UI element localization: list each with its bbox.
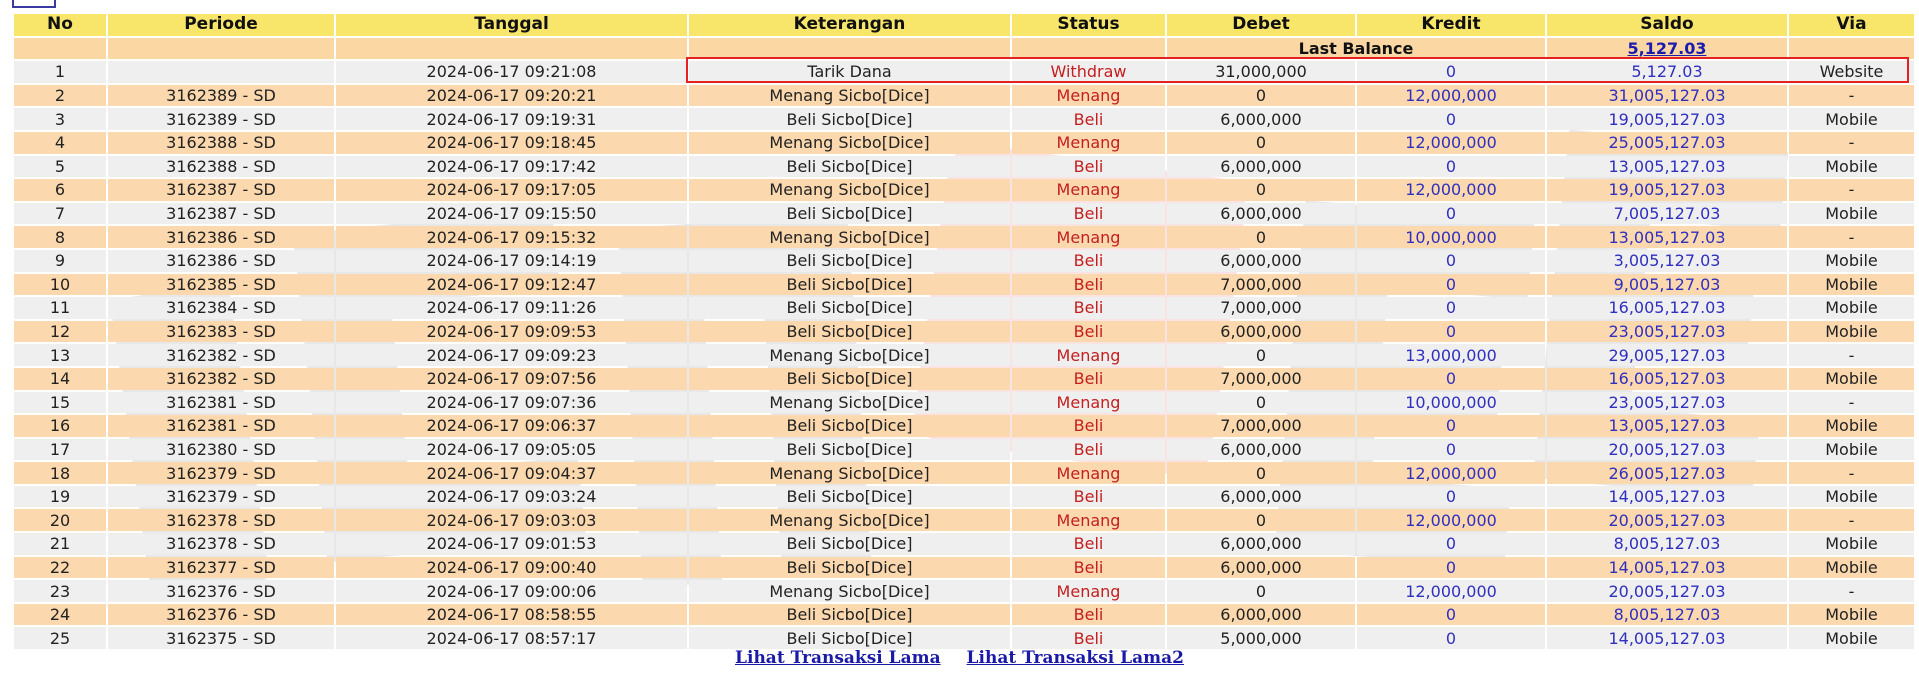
cell-periode: 3162379 - SD	[108, 462, 334, 484]
keterangan-link[interactable]: Menang Sicbo[Dice]	[769, 86, 930, 106]
cell-status: Beli	[1012, 533, 1165, 555]
cell-tanggal: 2024-06-17 09:12:47	[336, 274, 687, 296]
keterangan-link[interactable]: Beli Sicbo[Dice]	[786, 156, 913, 176]
keterangan-link[interactable]: Menang Sicbo[Dice]	[769, 510, 930, 530]
cell-saldo: 13,005,127.03	[1547, 226, 1787, 248]
cell-keterangan	[689, 439, 1010, 461]
cell-no: 23	[14, 580, 106, 602]
cell-no: 19	[14, 486, 106, 508]
cell-debet: 0	[1167, 179, 1355, 201]
keterangan-link[interactable]: Beli Sicbo[Dice]	[786, 369, 913, 389]
cell-no: 7	[14, 203, 106, 225]
cell-status: Beli	[1012, 274, 1165, 296]
cell-no: 14	[14, 368, 106, 390]
cell-via: -	[1789, 344, 1914, 366]
cell-no: 4	[14, 132, 106, 154]
cell-kredit: 12,000,000	[1357, 85, 1545, 107]
keterangan-link[interactable]: Beli Sicbo[Dice]	[786, 274, 913, 294]
cell-tanggal: 2024-06-17 09:09:53	[336, 321, 687, 343]
cell-keterangan	[689, 226, 1010, 248]
cell-keterangan	[689, 321, 1010, 343]
keterangan-link[interactable]: Menang Sicbo[Dice]	[769, 463, 930, 483]
cell-no: 25	[14, 627, 106, 649]
cell-status: Beli	[1012, 486, 1165, 508]
cell-status: Beli	[1012, 604, 1165, 626]
table-row	[14, 627, 1914, 649]
cell-kredit: 12,000,000	[1357, 179, 1545, 201]
cell-periode: 3162386 - SD	[108, 250, 334, 272]
col-header-tanggal: Tanggal	[336, 14, 687, 36]
cell-no: 15	[14, 392, 106, 414]
cell-status: Beli	[1012, 203, 1165, 225]
cell-kredit: 10,000,000	[1357, 392, 1545, 414]
last-balance-value: 5,127.03	[1547, 38, 1787, 60]
table-row	[14, 486, 1914, 508]
cell-saldo: 31,005,127.03	[1547, 85, 1787, 107]
cell-no: 8	[14, 226, 106, 248]
table-row	[14, 604, 1914, 626]
cell-kredit: 0	[1357, 203, 1545, 225]
cell-tanggal: 2024-06-17 09:15:32	[336, 226, 687, 248]
cell-status: Withdraw	[1012, 61, 1165, 83]
cell-periode: 3162376 - SD	[108, 580, 334, 602]
keterangan-link[interactable]: Beli Sicbo[Dice]	[786, 605, 913, 625]
cell-status: Menang	[1012, 392, 1165, 414]
cell-periode: 3162385 - SD	[108, 274, 334, 296]
cell-kredit: 0	[1357, 557, 1545, 579]
keterangan-link[interactable]: Menang Sicbo[Dice]	[769, 581, 930, 601]
cell-tanggal: 2024-06-17 09:19:31	[336, 108, 687, 130]
cell-keterangan	[689, 415, 1010, 437]
cell-tanggal: 2024-06-17 08:57:17	[336, 627, 687, 649]
table-row	[14, 132, 1914, 154]
cell-keterangan	[689, 462, 1010, 484]
cell-status: Menang	[1012, 580, 1165, 602]
footer-links	[0, 648, 1919, 668]
cell-no: 2	[14, 85, 106, 107]
cell-no: 24	[14, 604, 106, 626]
cell-via: Mobile	[1789, 297, 1914, 319]
cell-debet: 0	[1167, 132, 1355, 154]
cell-periode: 3162382 - SD	[108, 368, 334, 390]
keterangan-link[interactable]: Menang Sicbo[Dice]	[769, 345, 930, 365]
table-row	[14, 85, 1914, 107]
cell-saldo: 8,005,127.03	[1547, 604, 1787, 626]
cell-saldo: 25,005,127.03	[1547, 132, 1787, 154]
cell-keterangan: Tarik Dana	[689, 61, 1010, 83]
cell-keterangan	[689, 132, 1010, 154]
cell-saldo: 26,005,127.03	[1547, 462, 1787, 484]
cell-saldo: 14,005,127.03	[1547, 627, 1787, 649]
cell-no: 20	[14, 509, 106, 531]
cell-periode	[108, 61, 334, 83]
cell-saldo: 9,005,127.03	[1547, 274, 1787, 296]
cell-saldo: 14,005,127.03	[1547, 557, 1787, 579]
keterangan-link[interactable]: Menang Sicbo[Dice]	[769, 180, 930, 200]
cell-status: Menang	[1012, 132, 1165, 154]
cell-via: Mobile	[1789, 108, 1914, 130]
cell-keterangan	[689, 250, 1010, 272]
cell-kredit: 0	[1357, 61, 1545, 83]
cell-debet: 7,000,000	[1167, 274, 1355, 296]
cell-status: Menang	[1012, 226, 1165, 248]
keterangan-link[interactable]: Beli Sicbo[Dice]	[786, 487, 913, 507]
cell-saldo: 19,005,127.03	[1547, 179, 1787, 201]
cell-debet: 0	[1167, 509, 1355, 531]
table-row	[14, 557, 1914, 579]
cell-saldo: 7,005,127.03	[1547, 203, 1787, 225]
cell-saldo: 13,005,127.03	[1547, 415, 1787, 437]
cell-status: Beli	[1012, 439, 1165, 461]
cell-status: Menang	[1012, 344, 1165, 366]
cell-tanggal: 2024-06-17 09:05:05	[336, 439, 687, 461]
envelope-icon[interactable]	[12, 0, 56, 8]
cell-saldo: 13,005,127.03	[1547, 156, 1787, 178]
cell-tanggal: 2024-06-17 09:09:23	[336, 344, 687, 366]
cell-debet: 6,000,000	[1167, 557, 1355, 579]
cell-status: Menang	[1012, 85, 1165, 107]
cell-via: -	[1789, 392, 1914, 414]
cell-kredit: 12,000,000	[1357, 580, 1545, 602]
cell-saldo: 3,005,127.03	[1547, 250, 1787, 272]
col-header-status: Status	[1012, 14, 1165, 36]
cell-periode: 3162389 - SD	[108, 85, 334, 107]
cell-debet: 6,000,000	[1167, 250, 1355, 272]
keterangan-link[interactable]: Menang Sicbo[Dice]	[769, 133, 930, 153]
cell-debet: 0	[1167, 392, 1355, 414]
cell-via: Mobile	[1789, 486, 1914, 508]
cell-via: Mobile	[1789, 439, 1914, 461]
cell-periode: 3162376 - SD	[108, 604, 334, 626]
table-row	[14, 344, 1914, 366]
cell-status: Menang	[1012, 509, 1165, 531]
cell-periode: 3162380 - SD	[108, 439, 334, 461]
cell-status: Beli	[1012, 156, 1165, 178]
cell-saldo: 23,005,127.03	[1547, 392, 1787, 414]
keterangan-link[interactable]: Beli Sicbo[Dice]	[786, 298, 913, 318]
cell-tanggal: 2024-06-17 08:58:55	[336, 604, 687, 626]
cell-tanggal: 2024-06-17 09:14:19	[336, 250, 687, 272]
cell-tanggal: 2024-06-17 09:17:42	[336, 156, 687, 178]
cell-periode: 3162387 - SD	[108, 203, 334, 225]
cell-via: Mobile	[1789, 203, 1914, 225]
cell-periode: 3162378 - SD	[108, 533, 334, 555]
keterangan-link[interactable]: Beli Sicbo[Dice]	[786, 322, 913, 342]
col-header-debet: Debet	[1167, 14, 1355, 36]
cell-via: -	[1789, 462, 1914, 484]
cell-no: 11	[14, 297, 106, 319]
cell-saldo: 16,005,127.03	[1547, 368, 1787, 390]
cell-debet: 7,000,000	[1167, 415, 1355, 437]
cell-tanggal: 2024-06-17 09:21:08	[336, 61, 687, 83]
col-header-kredit: Kredit	[1357, 14, 1545, 36]
cell-keterangan	[689, 486, 1010, 508]
cell-periode: 3162383 - SD	[108, 321, 334, 343]
cell-no: 6	[14, 179, 106, 201]
table-row	[14, 439, 1914, 461]
cell-keterangan	[689, 533, 1010, 555]
cell-saldo: 5,127.03	[1547, 61, 1787, 83]
cell-via: -	[1789, 85, 1914, 107]
cell-saldo: 20,005,127.03	[1547, 580, 1787, 602]
cell-no: 18	[14, 462, 106, 484]
cell-kredit: 0	[1357, 533, 1545, 555]
cell-via: Mobile	[1789, 250, 1914, 272]
cell-keterangan	[689, 156, 1010, 178]
table-row	[14, 321, 1914, 343]
cell-keterangan	[689, 344, 1010, 366]
cell-via: Mobile	[1789, 557, 1914, 579]
cell-tanggal: 2024-06-17 09:17:05	[336, 179, 687, 201]
cell-debet: 31,000,000	[1167, 61, 1355, 83]
cell-no: 10	[14, 274, 106, 296]
table-header	[14, 14, 1914, 36]
cell-kredit: 0	[1357, 604, 1545, 626]
cell-keterangan	[689, 274, 1010, 296]
cell-via: Mobile	[1789, 533, 1914, 555]
cell-debet: 6,000,000	[1167, 203, 1355, 225]
cell-tanggal: 2024-06-17 09:11:26	[336, 297, 687, 319]
cell-keterangan	[689, 297, 1010, 319]
cell-status: Beli	[1012, 297, 1165, 319]
transaction-table	[12, 12, 1916, 651]
older-transactions-link[interactable]: Lihat Transaksi Lama	[735, 648, 941, 668]
cell-kredit: 10,000,000	[1357, 226, 1545, 248]
keterangan-link[interactable]: Beli Sicbo[Dice]	[786, 557, 913, 577]
cell-no: 9	[14, 250, 106, 272]
cell-via: Mobile	[1789, 156, 1914, 178]
cell-kredit: 0	[1357, 297, 1545, 319]
cell-tanggal: 2024-06-17 09:01:53	[336, 533, 687, 555]
cell-keterangan	[689, 604, 1010, 626]
table-row	[14, 274, 1914, 296]
cell-debet: 0	[1167, 462, 1355, 484]
cell-tanggal: 2024-06-17 09:03:03	[336, 509, 687, 531]
cell-keterangan	[689, 557, 1010, 579]
cell-kredit: 12,000,000	[1357, 509, 1545, 531]
cell-saldo: 20,005,127.03	[1547, 509, 1787, 531]
cell-keterangan	[689, 392, 1010, 414]
cell-keterangan	[689, 627, 1010, 649]
cell-kredit: 12,000,000	[1357, 462, 1545, 484]
cell-tanggal: 2024-06-17 09:00:06	[336, 580, 687, 602]
cell-saldo: 20,005,127.03	[1547, 439, 1787, 461]
keterangan-link[interactable]: Beli Sicbo[Dice]	[786, 204, 913, 224]
cell-keterangan	[689, 580, 1010, 602]
keterangan-link[interactable]: Beli Sicbo[Dice]	[786, 439, 913, 459]
cell-keterangan	[689, 203, 1010, 225]
cell-periode: 3162381 - SD	[108, 415, 334, 437]
cell-periode: 3162384 - SD	[108, 297, 334, 319]
last-balance-row	[14, 38, 1914, 60]
keterangan-link[interactable]: Beli Sicbo[Dice]	[786, 251, 913, 271]
cell-periode: 3162381 - SD	[108, 392, 334, 414]
table-row	[14, 179, 1914, 201]
keterangan-link[interactable]: Beli Sicbo[Dice]	[786, 416, 913, 436]
cell-kredit: 0	[1357, 439, 1545, 461]
cell-debet: 6,000,000	[1167, 108, 1355, 130]
cell-debet: 6,000,000	[1167, 321, 1355, 343]
cell-debet: 7,000,000	[1167, 368, 1355, 390]
cell-keterangan	[689, 108, 1010, 130]
cell-debet: 6,000,000	[1167, 533, 1355, 555]
cell-saldo: 23,005,127.03	[1547, 321, 1787, 343]
last-balance-label: Last Balance	[1167, 38, 1545, 60]
cell-via: -	[1789, 509, 1914, 531]
table-row	[14, 250, 1914, 272]
cell-periode: 3162378 - SD	[108, 509, 334, 531]
col-header-saldo: Saldo	[1547, 14, 1787, 36]
cell-status: Beli	[1012, 108, 1165, 130]
cell-via: Mobile	[1789, 604, 1914, 626]
cell-periode: 3162388 - SD	[108, 132, 334, 154]
cell-debet: 0	[1167, 226, 1355, 248]
cell-saldo: 29,005,127.03	[1547, 344, 1787, 366]
table-row	[14, 297, 1914, 319]
cell-status: Beli	[1012, 627, 1165, 649]
keterangan-link[interactable]: Menang Sicbo[Dice]	[769, 392, 930, 412]
cell-saldo: 16,005,127.03	[1547, 297, 1787, 319]
cell-keterangan	[689, 179, 1010, 201]
cell-kredit: 0	[1357, 486, 1545, 508]
cell-periode: 3162377 - SD	[108, 557, 334, 579]
cell-via: Website	[1789, 61, 1914, 83]
cell-no: 16	[14, 415, 106, 437]
cell-tanggal: 2024-06-17 09:03:24	[336, 486, 687, 508]
table-row	[14, 462, 1914, 484]
table-row	[14, 415, 1914, 437]
cell-status: Beli	[1012, 250, 1165, 272]
cell-status: Menang	[1012, 179, 1165, 201]
cell-periode: 3162386 - SD	[108, 226, 334, 248]
cell-periode: 3162375 - SD	[108, 627, 334, 649]
table-row	[14, 61, 1914, 83]
cell-kredit: 0	[1357, 321, 1545, 343]
cell-tanggal: 2024-06-17 09:07:36	[336, 392, 687, 414]
col-header-no: No	[14, 14, 106, 36]
cell-kredit: 0	[1357, 415, 1545, 437]
cell-status: Beli	[1012, 368, 1165, 390]
cell-debet: 6,000,000	[1167, 156, 1355, 178]
cell-kredit: 0	[1357, 250, 1545, 272]
cell-periode: 3162388 - SD	[108, 156, 334, 178]
cell-debet: 0	[1167, 344, 1355, 366]
keterangan-link[interactable]: Beli Sicbo[Dice]	[786, 628, 913, 648]
cell-via: Mobile	[1789, 274, 1914, 296]
cell-no: 1	[14, 61, 106, 83]
cell-via: -	[1789, 226, 1914, 248]
cell-debet: 0	[1167, 580, 1355, 602]
cell-kredit: 12,000,000	[1357, 132, 1545, 154]
col-header-periode: Periode	[108, 14, 334, 36]
cell-kredit: 0	[1357, 627, 1545, 649]
table-row	[14, 533, 1914, 555]
cell-via: Mobile	[1789, 627, 1914, 649]
older-transactions-link-2[interactable]: Lihat Transaksi Lama2	[966, 648, 1184, 668]
col-header-keterangan: Keterangan	[689, 14, 1010, 36]
cell-via: Mobile	[1789, 415, 1914, 437]
cell-tanggal: 2024-06-17 09:07:56	[336, 368, 687, 390]
cell-tanggal: 2024-06-17 09:20:21	[336, 85, 687, 107]
cell-status: Beli	[1012, 321, 1165, 343]
table-row	[14, 156, 1914, 178]
cell-saldo: 14,005,127.03	[1547, 486, 1787, 508]
cell-status: Beli	[1012, 557, 1165, 579]
cell-status: Menang	[1012, 462, 1165, 484]
cell-kredit: 0	[1357, 274, 1545, 296]
cell-via: -	[1789, 580, 1914, 602]
cell-kredit: 13,000,000	[1357, 344, 1545, 366]
table-row	[14, 203, 1914, 225]
table-row	[14, 580, 1914, 602]
keterangan-link[interactable]: Menang Sicbo[Dice]	[769, 227, 930, 247]
cell-via: Mobile	[1789, 321, 1914, 343]
col-header-via: Via	[1789, 14, 1914, 36]
cell-saldo: 19,005,127.03	[1547, 108, 1787, 130]
cell-no: 17	[14, 439, 106, 461]
cell-kredit: 0	[1357, 108, 1545, 130]
table-row	[14, 509, 1914, 531]
cell-debet: 6,000,000	[1167, 486, 1355, 508]
cell-debet: 0	[1167, 85, 1355, 107]
cell-debet: 6,000,000	[1167, 439, 1355, 461]
cell-tanggal: 2024-06-17 09:00:40	[336, 557, 687, 579]
keterangan-link[interactable]: Beli Sicbo[Dice]	[786, 534, 913, 554]
table-row	[14, 226, 1914, 248]
cell-debet: 6,000,000	[1167, 604, 1355, 626]
table-row	[14, 368, 1914, 390]
table-row	[14, 392, 1914, 414]
cell-no: 3	[14, 108, 106, 130]
cell-tanggal: 2024-06-17 09:18:45	[336, 132, 687, 154]
cell-via: -	[1789, 132, 1914, 154]
cell-periode: 3162382 - SD	[108, 344, 334, 366]
cell-keterangan	[689, 509, 1010, 531]
cell-keterangan	[689, 368, 1010, 390]
cell-keterangan	[689, 85, 1010, 107]
cell-debet: 7,000,000	[1167, 297, 1355, 319]
cell-kredit: 0	[1357, 156, 1545, 178]
cell-periode: 3162389 - SD	[108, 108, 334, 130]
cell-tanggal: 2024-06-17 09:04:37	[336, 462, 687, 484]
cell-saldo: 8,005,127.03	[1547, 533, 1787, 555]
cell-debet: 5,000,000	[1167, 627, 1355, 649]
cell-periode: 3162387 - SD	[108, 179, 334, 201]
cell-no: 21	[14, 533, 106, 555]
cell-no: 12	[14, 321, 106, 343]
cell-via: Mobile	[1789, 368, 1914, 390]
cell-no: 5	[14, 156, 106, 178]
cell-via: -	[1789, 179, 1914, 201]
cell-kredit: 0	[1357, 368, 1545, 390]
keterangan-link[interactable]: Beli Sicbo[Dice]	[786, 109, 913, 129]
cell-tanggal: 2024-06-17 09:15:50	[336, 203, 687, 225]
cell-no: 13	[14, 344, 106, 366]
cell-periode: 3162379 - SD	[108, 486, 334, 508]
cell-no: 22	[14, 557, 106, 579]
cell-tanggal: 2024-06-17 09:06:37	[336, 415, 687, 437]
table-row	[14, 108, 1914, 130]
cell-status: Beli	[1012, 415, 1165, 437]
